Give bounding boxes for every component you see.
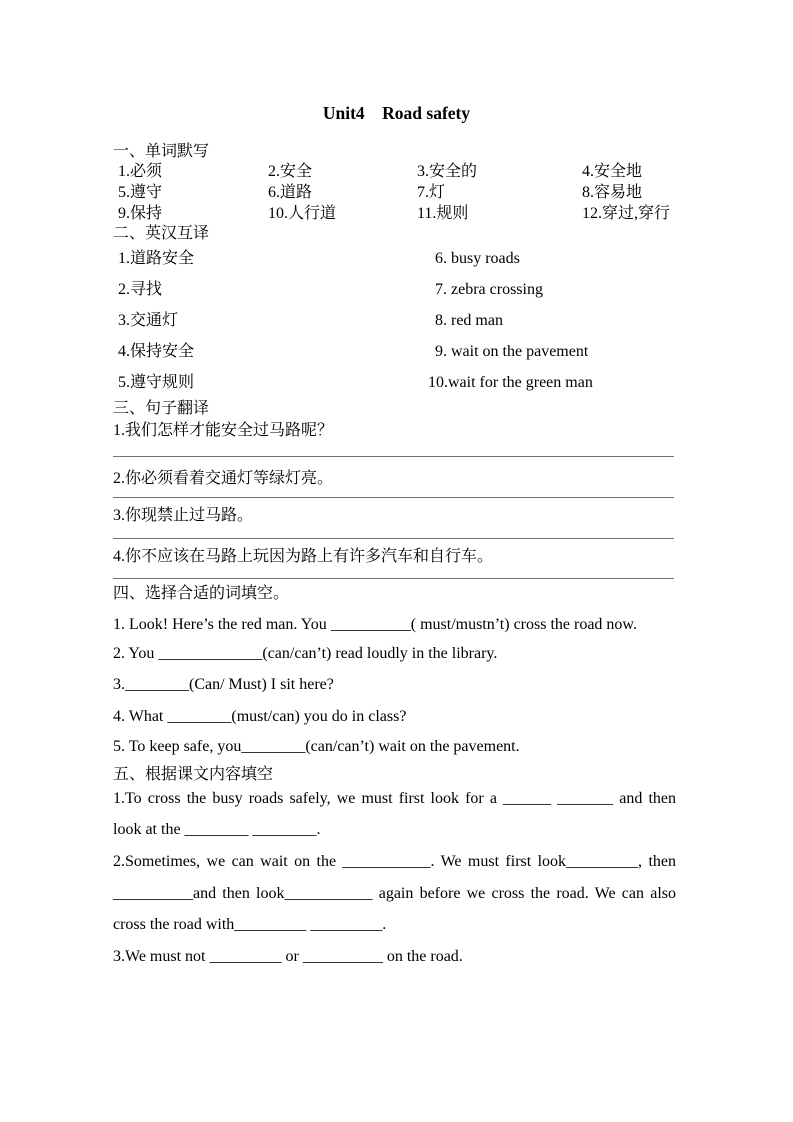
word-item: 2.安全 [268,163,313,180]
cloze-line: __________and then look___________ again before we cross the road. We can also [113,885,676,902]
word-item: 4.安全地 [582,163,643,180]
phrase-english: 7. zebra crossing [435,281,543,298]
section1-heading: 一、单词默写 [113,143,210,160]
phrase-english: 6. busy roads [435,250,520,267]
section4-heading: 四、选择合适的词填空。 [113,585,290,602]
answer-line [113,538,674,539]
section1-row [113,161,676,182]
word-item: 1.必须 [118,163,163,180]
cloze-line: cross the road with_________ _________. [113,916,387,933]
fill-item: 5. To keep safe, you________(can/can’t) wait on the pavement. [113,738,520,755]
word-item: 8.容易地 [582,184,643,201]
phrase-chinese: 4.保持安全 [118,343,195,360]
phrase-chinese: 5.遵守规则 [118,374,195,391]
fill-item: 2. You _____________(can/can’t) read loudly in the library. [113,645,498,662]
sentence-item: 4.你不应该在马路上玩因为路上有许多汽车和自行车。 [113,548,494,565]
section1-row [113,182,676,203]
cloze-line: 1.To cross the busy roads safely, we must first look for a ______ _______ and then [113,790,676,807]
word-item: 6.道路 [268,184,313,201]
cloze-line: 2.Sometimes, we can wait on the ___________. We must first look_________, then [113,853,676,870]
phrase-english: 9. wait on the pavement [435,343,589,360]
cloze-line: look at the ________ ________. [113,821,321,838]
word-item: 3.安全的 [417,163,478,180]
section2-heading: 二、英汉互译 [113,225,210,242]
word-item: 7.灯 [417,184,446,201]
phrase-chinese: 1.道路安全 [118,250,195,267]
phrase-english: 8. red man [435,312,503,329]
word-item: 5.遵守 [118,184,163,201]
section5-heading: 五、根据课文内容填空 [113,766,274,783]
section3-heading: 三、句子翻译 [113,400,210,417]
phrase-english: 10.wait for the green man [428,374,593,391]
sentence-item: 1.我们怎样才能安全过马路呢？ [113,422,334,439]
word-item: 12.穿过,穿行 [582,205,671,222]
answer-line [113,497,674,498]
sentence-item: 2.你必须看着交通灯等绿灯亮。 [113,470,334,487]
word-item: 11.规则 [417,205,469,222]
sentence-item: 3.你现禁止过马路。 [113,507,254,524]
phrase-chinese: 2.寻找 [118,281,163,298]
fill-item: 1. Look! Here’s the red man. You __________( must/mustn’t) cross the road now. [113,616,637,633]
cloze-line: 3.We must not _________ or __________ on the road. [113,948,463,965]
fill-item: 3.________(Can/ Must) I sit here? [113,676,334,693]
word-item: 9.保持 [118,205,163,222]
page-title: Unit4 Road safety [322,103,471,123]
word-item: 10.人行道 [268,205,337,222]
answer-line [113,578,674,579]
phrase-chinese: 3.交通灯 [118,312,179,329]
answer-line [113,456,674,457]
section1-row [113,203,676,224]
fill-item: 4. What ________(must/can) you do in class? [113,708,407,725]
